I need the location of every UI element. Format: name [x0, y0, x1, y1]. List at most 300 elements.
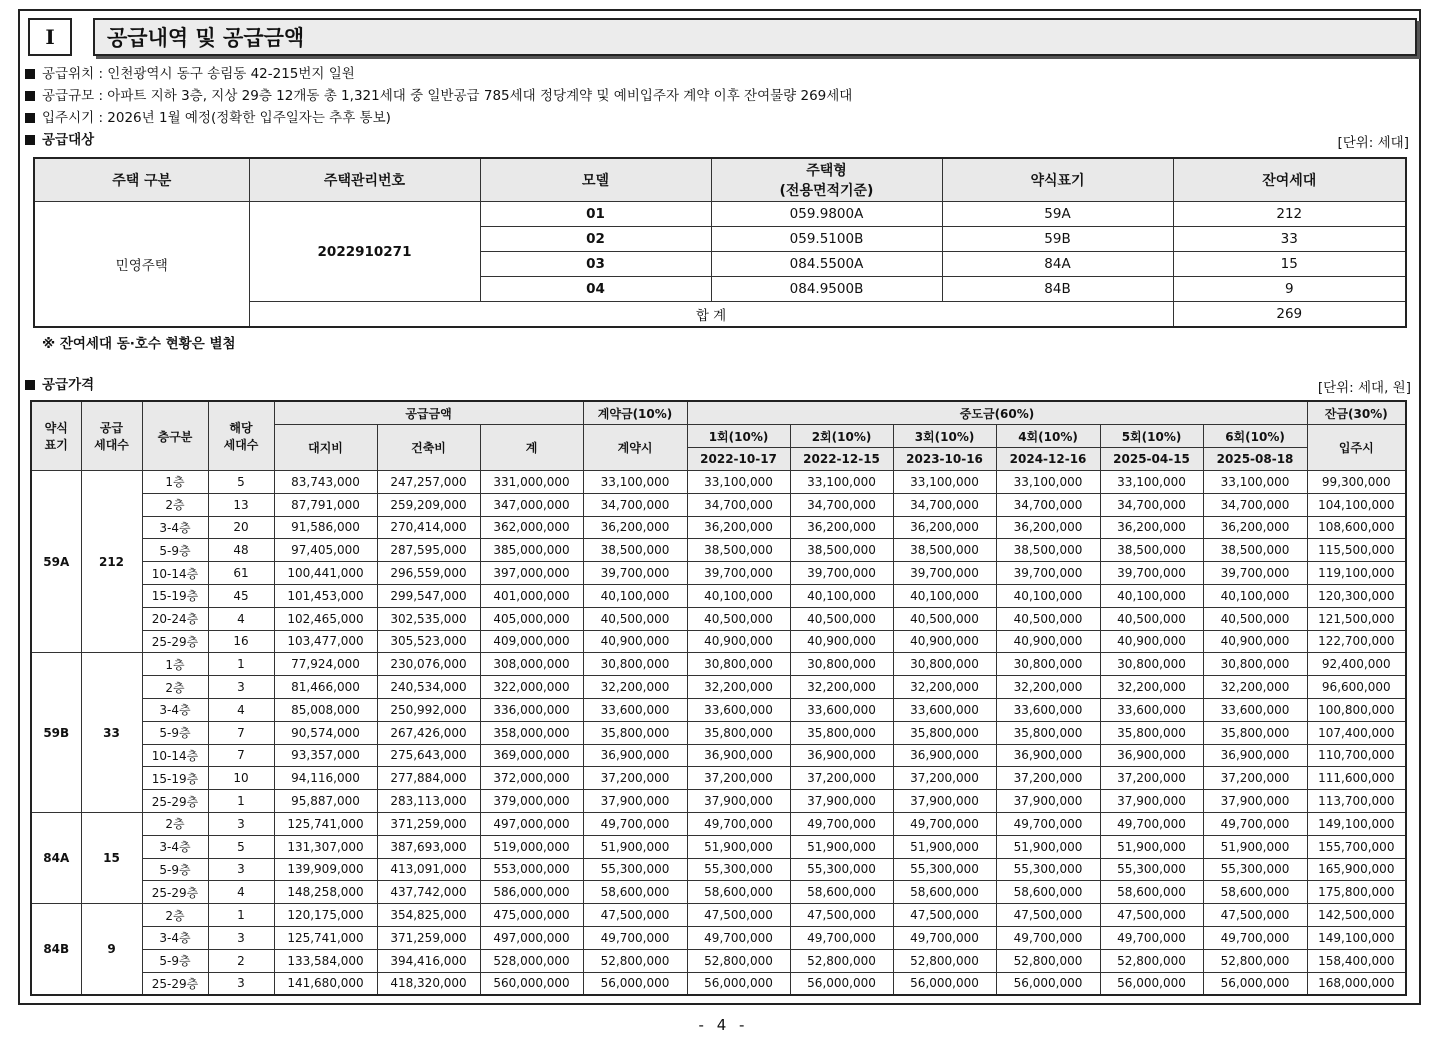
cell-building: 296,559,000 [377, 562, 480, 585]
cell-middle-payment: 34,700,000 [687, 493, 790, 516]
cell-deposit: 49,700,000 [583, 812, 687, 835]
section-title: 공급내역 및 공급금액 [93, 18, 1417, 56]
table-row [31, 790, 1406, 813]
cell-deposit: 34,700,000 [583, 493, 687, 516]
cell-supply-units: 15 [81, 812, 142, 903]
cell-middle-payment: 51,900,000 [1203, 835, 1307, 858]
cell-sum: 409,000,000 [480, 630, 583, 653]
cell-middle-payment: 37,200,000 [790, 767, 893, 790]
cell-remaining: 212 [1173, 202, 1406, 227]
cell-middle-payment: 40,100,000 [1100, 584, 1203, 607]
header-round: 1회(10%) [687, 425, 790, 448]
cell-middle-payment: 32,200,000 [687, 676, 790, 699]
cell-deposit: 49,700,000 [583, 926, 687, 949]
cell-middle-payment: 58,600,000 [790, 881, 893, 904]
cell-middle-payment: 55,300,000 [790, 858, 893, 881]
cell-middle-payment: 40,100,000 [996, 584, 1100, 607]
header-units [208, 401, 274, 471]
cell-remaining: 9 [1173, 277, 1406, 302]
cell-balance: 120,300,000 [1307, 584, 1406, 607]
cell-middle-payment: 36,900,000 [893, 744, 996, 767]
cell-middle-payment: 33,600,000 [996, 698, 1100, 721]
cell-building: 277,884,000 [377, 767, 480, 790]
cell-deposit: 56,000,000 [583, 972, 687, 995]
header-supply-units [81, 401, 142, 471]
cell-middle-payment: 40,500,000 [687, 607, 790, 630]
cell-building: 247,257,000 [377, 471, 480, 494]
cell-middle-payment: 40,900,000 [893, 630, 996, 653]
cell-units: 4 [208, 881, 274, 904]
table-row [31, 471, 1406, 494]
cell-middle-payment: 52,800,000 [687, 949, 790, 972]
cell-remaining: 15 [1173, 252, 1406, 277]
cell-middle-payment: 56,000,000 [996, 972, 1100, 995]
header-line: 해당 [229, 421, 253, 435]
cell-middle-payment: 34,700,000 [996, 493, 1100, 516]
cell-middle-payment: 32,200,000 [893, 676, 996, 699]
cell-middle-payment: 32,200,000 [996, 676, 1100, 699]
cell-middle-payment: 39,700,000 [893, 562, 996, 585]
cell-land: 94,116,000 [274, 767, 377, 790]
cell-middle-payment: 37,200,000 [893, 767, 996, 790]
cell-units: 3 [208, 972, 274, 995]
header-round: 4회(10%) [996, 425, 1100, 448]
cell-middle-payment: 30,800,000 [996, 653, 1100, 676]
cell-middle-payment: 34,700,000 [893, 493, 996, 516]
page-number: - 4 - [698, 1016, 749, 1034]
cell-middle-payment: 49,700,000 [687, 812, 790, 835]
cell-floor: 25-29층 [142, 790, 208, 813]
cell-middle-payment: 33,600,000 [687, 698, 790, 721]
cell-middle-payment: 36,200,000 [996, 516, 1100, 539]
cell-middle-payment: 40,900,000 [1203, 630, 1307, 653]
cell-land: 77,924,000 [274, 653, 377, 676]
cell-middle-payment: 49,700,000 [893, 812, 996, 835]
cell-deposit: 36,200,000 [583, 516, 687, 539]
bullet-move-in [25, 108, 391, 128]
cell-sum: 322,000,000 [480, 676, 583, 699]
heading-supply-price [25, 375, 94, 395]
header-round: 6회(10%) [1203, 425, 1307, 448]
cell-balance: 108,600,000 [1307, 516, 1406, 539]
cell-units: 13 [208, 493, 274, 516]
cell-floor: 1층 [142, 653, 208, 676]
cell-deposit: 32,200,000 [583, 676, 687, 699]
header-balance: 잔금(30%) [1307, 401, 1406, 425]
cell-units: 3 [208, 858, 274, 881]
cell-middle-payment: 33,100,000 [996, 471, 1100, 494]
header-amount: 공급금액 [274, 401, 583, 425]
cell-middle-payment: 30,800,000 [1203, 653, 1307, 676]
header-round-date: 2025-04-15 [1100, 448, 1203, 471]
cell-sum: 497,000,000 [480, 926, 583, 949]
cell-building: 267,426,000 [377, 721, 480, 744]
cell-balance: 100,800,000 [1307, 698, 1406, 721]
table-row [31, 516, 1406, 539]
header-house-type-line1: 주택형 [806, 163, 847, 179]
cell-housing-type: 민영주택 [34, 202, 249, 328]
cell-balance: 149,100,000 [1307, 812, 1406, 835]
cell-building: 371,259,000 [377, 812, 480, 835]
cell-middle-payment: 51,900,000 [1100, 835, 1203, 858]
cell-balance: 104,100,000 [1307, 493, 1406, 516]
cell-floor: 2층 [142, 812, 208, 835]
cell-building: 270,414,000 [377, 516, 480, 539]
cell-land: 93,357,000 [274, 744, 377, 767]
header-floor: 층구분 [142, 401, 208, 471]
cell-middle-payment: 49,700,000 [1203, 812, 1307, 835]
cell-floor: 10-14층 [142, 562, 208, 585]
bullet-text: 공급위치 : 인천광역시 동구 송림동 42-215번지 일원 [42, 66, 355, 82]
cell-units: 7 [208, 744, 274, 767]
header-abbr [31, 401, 81, 471]
cell-middle-payment: 36,200,000 [1100, 516, 1203, 539]
cell-building: 305,523,000 [377, 630, 480, 653]
cell-floor: 25-29층 [142, 881, 208, 904]
cell-balance: 107,400,000 [1307, 721, 1406, 744]
cell-middle-payment: 36,200,000 [1203, 516, 1307, 539]
cell-middle-payment: 49,700,000 [996, 926, 1100, 949]
cell-sum: 519,000,000 [480, 835, 583, 858]
cell-middle-payment: 37,200,000 [687, 767, 790, 790]
cell-sum: 379,000,000 [480, 790, 583, 813]
cell-middle-payment: 34,700,000 [1203, 493, 1307, 516]
cell-middle-payment: 32,200,000 [790, 676, 893, 699]
cell-middle-payment: 37,200,000 [996, 767, 1100, 790]
cell-model: 02 [480, 227, 711, 252]
remaining-units-note: ※ 잔여세대 동·호수 현황은 별첨 [42, 336, 236, 352]
cell-sum: 347,000,000 [480, 493, 583, 516]
cell-middle-payment: 55,300,000 [893, 858, 996, 881]
cell-house-type: 084.5500A [711, 252, 942, 277]
cell-middle-payment: 33,100,000 [687, 471, 790, 494]
cell-balance: 119,100,000 [1307, 562, 1406, 585]
square-bullet-icon [25, 69, 35, 79]
cell-land: 97,405,000 [274, 539, 377, 562]
cell-abbr: 84B [31, 904, 81, 996]
square-bullet-icon [25, 380, 35, 390]
cell-middle-payment: 47,500,000 [1203, 904, 1307, 927]
cell-deposit: 47,500,000 [583, 904, 687, 927]
cell-middle-payment: 47,500,000 [1100, 904, 1203, 927]
cell-balance: 99,300,000 [1307, 471, 1406, 494]
cell-sum: 331,000,000 [480, 471, 583, 494]
cell-middle-payment: 34,700,000 [790, 493, 893, 516]
cell-supply-units: 9 [81, 904, 142, 996]
cell-middle-payment: 47,500,000 [687, 904, 790, 927]
cell-middle-payment: 51,900,000 [687, 835, 790, 858]
cell-land: 100,441,000 [274, 562, 377, 585]
cell-building: 437,742,000 [377, 881, 480, 904]
cell-floor: 3-4층 [142, 926, 208, 949]
cell-middle-payment: 56,000,000 [1100, 972, 1203, 995]
table-row [31, 607, 1406, 630]
cell-units: 45 [208, 584, 274, 607]
cell-balance: 168,000,000 [1307, 972, 1406, 995]
cell-middle-payment: 33,600,000 [790, 698, 893, 721]
cell-middle-payment: 52,800,000 [1203, 949, 1307, 972]
cell-floor: 25-29층 [142, 630, 208, 653]
cell-sum: 308,000,000 [480, 653, 583, 676]
cell-sum: 405,000,000 [480, 607, 583, 630]
cell-floor: 1층 [142, 471, 208, 494]
cell-deposit: 52,800,000 [583, 949, 687, 972]
header-building: 건축비 [377, 425, 480, 471]
table-row [34, 202, 1406, 227]
table-header-row [31, 401, 1406, 425]
cell-deposit: 33,100,000 [583, 471, 687, 494]
cell-building: 413,091,000 [377, 858, 480, 881]
cell-middle-payment: 40,500,000 [1203, 607, 1307, 630]
cell-middle-payment: 56,000,000 [893, 972, 996, 995]
cell-middle-payment: 34,700,000 [1100, 493, 1203, 516]
cell-floor: 5-9층 [142, 858, 208, 881]
table-row [31, 676, 1406, 699]
cell-land: 120,175,000 [274, 904, 377, 927]
header-model: 모델 [480, 158, 711, 202]
cell-sum: 385,000,000 [480, 539, 583, 562]
cell-land: 95,887,000 [274, 790, 377, 813]
cell-middle-payment: 40,100,000 [790, 584, 893, 607]
cell-model: 01 [480, 202, 711, 227]
cell-middle-payment: 38,500,000 [687, 539, 790, 562]
cell-units: 4 [208, 607, 274, 630]
cell-land: 139,909,000 [274, 858, 377, 881]
cell-abbr: 59A [942, 202, 1173, 227]
cell-land: 103,477,000 [274, 630, 377, 653]
cell-middle-payment: 40,900,000 [790, 630, 893, 653]
header-management-no: 주택관리번호 [249, 158, 480, 202]
cell-abbr: 59B [942, 227, 1173, 252]
cell-balance: 142,500,000 [1307, 904, 1406, 927]
cell-middle-payment: 35,800,000 [893, 721, 996, 744]
cell-abbr: 84B [942, 277, 1173, 302]
cell-abbr: 84A [31, 812, 81, 903]
cell-building: 299,547,000 [377, 584, 480, 607]
cell-middle-payment: 55,300,000 [996, 858, 1100, 881]
cell-middle-payment: 32,200,000 [1100, 676, 1203, 699]
cell-middle-payment: 33,100,000 [790, 471, 893, 494]
table-row [31, 972, 1406, 995]
table-row [31, 721, 1406, 744]
cell-abbr: 84A [942, 252, 1173, 277]
bullet-scale [25, 86, 852, 106]
table-row [31, 562, 1406, 585]
cell-middle-payment: 37,200,000 [1203, 767, 1307, 790]
cell-building: 283,113,000 [377, 790, 480, 813]
cell-middle-payment: 40,500,000 [1100, 607, 1203, 630]
cell-building: 418,320,000 [377, 972, 480, 995]
cell-units: 20 [208, 516, 274, 539]
cell-middle-payment: 49,700,000 [1100, 812, 1203, 835]
cell-balance: 115,500,000 [1307, 539, 1406, 562]
cell-total: 269 [1173, 302, 1406, 328]
heading-text: 공급대상 [42, 132, 95, 148]
header-round-date: 2022-12-15 [790, 448, 893, 471]
header-round-date: 2025-08-18 [1203, 448, 1307, 471]
cell-deposit: 33,600,000 [583, 698, 687, 721]
cell-floor: 3-4층 [142, 516, 208, 539]
cell-management-no: 2022910271 [249, 202, 480, 302]
supply-price-table [30, 400, 1407, 996]
cell-middle-payment: 33,600,000 [1100, 698, 1203, 721]
cell-sum: 369,000,000 [480, 744, 583, 767]
cell-middle-payment: 49,700,000 [687, 926, 790, 949]
cell-middle-payment: 30,800,000 [1100, 653, 1203, 676]
header-round-date: 2022-10-17 [687, 448, 790, 471]
cell-middle-payment: 33,600,000 [1203, 698, 1307, 721]
cell-floor: 2층 [142, 676, 208, 699]
cell-middle-payment: 37,900,000 [1203, 790, 1307, 813]
cell-middle-payment: 40,900,000 [1100, 630, 1203, 653]
cell-sum: 362,000,000 [480, 516, 583, 539]
cell-middle-payment: 49,700,000 [893, 926, 996, 949]
cell-sum: 528,000,000 [480, 949, 583, 972]
cell-middle-payment: 40,500,000 [893, 607, 996, 630]
cell-deposit: 55,300,000 [583, 858, 687, 881]
header-housing-type: 주택 구분 [34, 158, 249, 202]
table-row [31, 904, 1406, 927]
cell-units: 5 [208, 471, 274, 494]
table-row [31, 767, 1406, 790]
cell-land: 87,791,000 [274, 493, 377, 516]
header-middle: 중도금(60%) [687, 401, 1307, 425]
unit-label-price: [단위: 세대, 원] [1317, 380, 1411, 396]
cell-middle-payment: 37,900,000 [996, 790, 1100, 813]
cell-middle-payment: 36,900,000 [1203, 744, 1307, 767]
header-sum: 계 [480, 425, 583, 471]
cell-floor: 2층 [142, 493, 208, 516]
header-round-date: 2024-12-16 [996, 448, 1100, 471]
table-row [31, 744, 1406, 767]
cell-floor: 5-9층 [142, 949, 208, 972]
cell-middle-payment: 56,000,000 [1203, 972, 1307, 995]
cell-balance: 110,700,000 [1307, 744, 1406, 767]
cell-sum: 336,000,000 [480, 698, 583, 721]
cell-middle-payment: 55,300,000 [1100, 858, 1203, 881]
cell-middle-payment: 47,500,000 [893, 904, 996, 927]
cell-deposit: 35,800,000 [583, 721, 687, 744]
supply-target-table [33, 157, 1407, 328]
cell-middle-payment: 52,800,000 [996, 949, 1100, 972]
cell-middle-payment: 37,900,000 [790, 790, 893, 813]
cell-land: 125,741,000 [274, 926, 377, 949]
header-land: 대지비 [274, 425, 377, 471]
square-bullet-icon [25, 91, 35, 101]
table-row [31, 653, 1406, 676]
cell-middle-payment: 30,800,000 [893, 653, 996, 676]
table-row [31, 584, 1406, 607]
cell-balance: 175,800,000 [1307, 881, 1406, 904]
cell-land: 102,465,000 [274, 607, 377, 630]
cell-middle-payment: 40,900,000 [996, 630, 1100, 653]
cell-floor: 5-9층 [142, 721, 208, 744]
cell-building: 275,643,000 [377, 744, 480, 767]
cell-middle-payment: 30,800,000 [790, 653, 893, 676]
cell-middle-payment: 33,600,000 [893, 698, 996, 721]
cell-balance: 122,700,000 [1307, 630, 1406, 653]
cell-middle-payment: 35,800,000 [1203, 721, 1307, 744]
cell-middle-payment: 56,000,000 [687, 972, 790, 995]
cell-middle-payment: 36,200,000 [687, 516, 790, 539]
cell-building: 240,534,000 [377, 676, 480, 699]
cell-balance: 158,400,000 [1307, 949, 1406, 972]
cell-sum: 397,000,000 [480, 562, 583, 585]
section-number: I [28, 18, 72, 56]
table-row [31, 630, 1406, 653]
cell-units: 5 [208, 835, 274, 858]
cell-units: 1 [208, 904, 274, 927]
header-house-type [711, 158, 942, 202]
cell-sum: 358,000,000 [480, 721, 583, 744]
cell-floor: 5-9층 [142, 539, 208, 562]
cell-floor: 10-14층 [142, 744, 208, 767]
cell-middle-payment: 36,900,000 [1100, 744, 1203, 767]
bullet-location [25, 64, 355, 84]
cell-building: 230,076,000 [377, 653, 480, 676]
cell-deposit: 36,900,000 [583, 744, 687, 767]
cell-total-label: 합 계 [249, 302, 1173, 328]
cell-middle-payment: 58,600,000 [687, 881, 790, 904]
cell-middle-payment: 38,500,000 [1100, 539, 1203, 562]
cell-land: 131,307,000 [274, 835, 377, 858]
unit-label-target: [단위: 세대] [1337, 135, 1409, 151]
cell-floor: 3-4층 [142, 698, 208, 721]
cell-middle-payment: 40,100,000 [1203, 584, 1307, 607]
cell-supply-units: 212 [81, 471, 142, 653]
header-line: 표기 [44, 438, 68, 452]
cell-land: 91,586,000 [274, 516, 377, 539]
cell-sum: 401,000,000 [480, 584, 583, 607]
cell-land: 83,743,000 [274, 471, 377, 494]
cell-middle-payment: 49,700,000 [1100, 926, 1203, 949]
cell-balance: 96,600,000 [1307, 676, 1406, 699]
cell-deposit: 58,600,000 [583, 881, 687, 904]
cell-units: 1 [208, 790, 274, 813]
cell-abbr: 59A [31, 471, 81, 653]
cell-house-type: 059.5100B [711, 227, 942, 252]
cell-middle-payment: 30,800,000 [687, 653, 790, 676]
heading-text: 공급가격 [42, 377, 95, 393]
cell-middle-payment: 52,800,000 [790, 949, 893, 972]
cell-balance: 92,400,000 [1307, 653, 1406, 676]
cell-floor: 20-24층 [142, 607, 208, 630]
cell-middle-payment: 58,600,000 [1203, 881, 1307, 904]
cell-units: 48 [208, 539, 274, 562]
cell-middle-payment: 47,500,000 [996, 904, 1100, 927]
cell-land: 125,741,000 [274, 812, 377, 835]
cell-middle-payment: 36,900,000 [790, 744, 893, 767]
cell-middle-payment: 39,700,000 [790, 562, 893, 585]
cell-middle-payment: 39,700,000 [1100, 562, 1203, 585]
cell-units: 4 [208, 698, 274, 721]
cell-balance: 121,500,000 [1307, 607, 1406, 630]
heading-supply-target [25, 130, 94, 150]
cell-middle-payment: 35,800,000 [790, 721, 893, 744]
cell-deposit: 38,500,000 [583, 539, 687, 562]
cell-units: 7 [208, 721, 274, 744]
cell-middle-payment: 40,900,000 [687, 630, 790, 653]
cell-middle-payment: 49,700,000 [790, 926, 893, 949]
cell-abbr: 59B [31, 653, 81, 813]
table-row [31, 858, 1406, 881]
square-bullet-icon [25, 135, 35, 145]
cell-land: 85,008,000 [274, 698, 377, 721]
cell-middle-payment: 36,900,000 [687, 744, 790, 767]
cell-middle-payment: 33,100,000 [893, 471, 996, 494]
cell-units: 16 [208, 630, 274, 653]
cell-middle-payment: 52,800,000 [1100, 949, 1203, 972]
